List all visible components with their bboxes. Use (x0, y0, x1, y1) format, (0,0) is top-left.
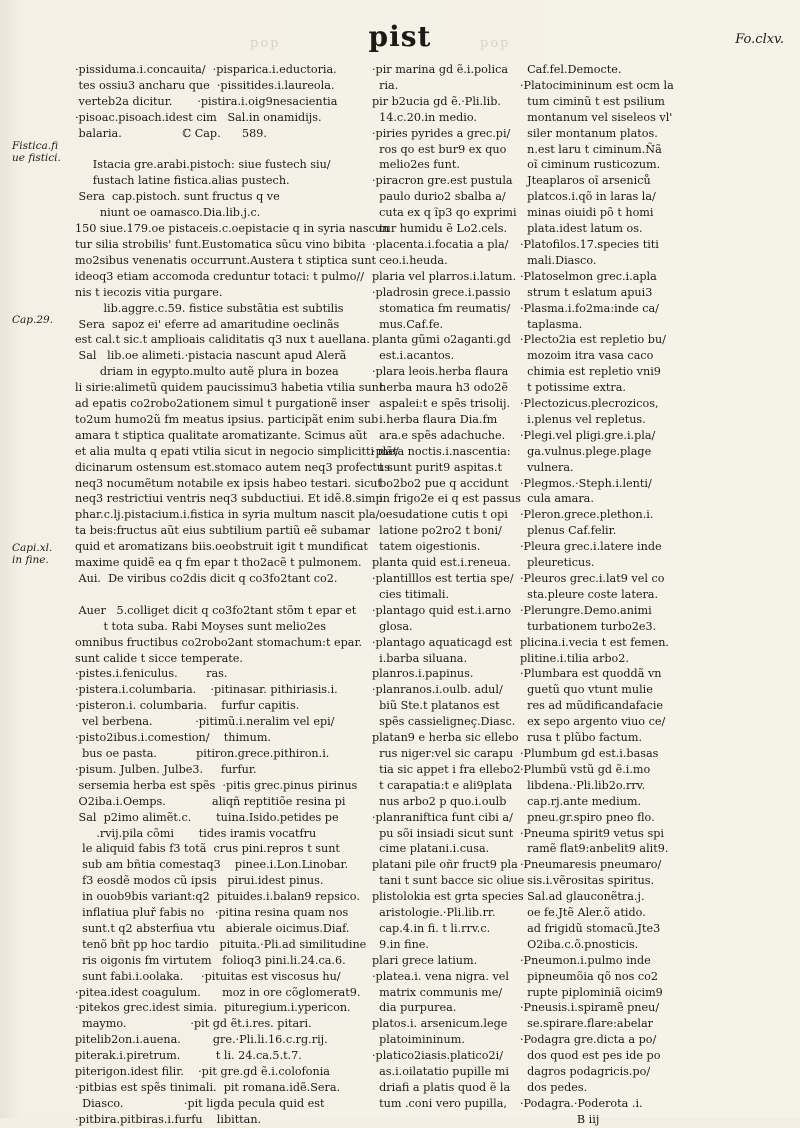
text-line: ·pisoac.pisoach.idest cim Sal.in onamidijs. (75, 110, 322, 124)
text-line: paulo durio2 sbalba a/ (372, 190, 506, 204)
text-line: biũ Ste.t platanos est (372, 699, 500, 713)
text-line: ·Plegi.vel pligi.gre.i.pla/ (520, 428, 656, 442)
text-line: rusa t plũbo factum. (520, 731, 643, 745)
running-head: pist (368, 20, 432, 53)
text-line: in frigo2e ei q est passus (372, 492, 521, 506)
text-line: piterak.i.piretrum. t li. 24.ca.5.t.7. (75, 1049, 302, 1063)
text-line: mo2sibus venenatis occurrunt.Austera t stiptica sunt (75, 253, 377, 267)
text-line: ramẽ flat9:anbelit9 alit9. (520, 842, 669, 856)
text-line: neq3 restrictiui ventris neq3 subductiui. Et idẽ.8.simp. (75, 492, 387, 506)
text-line: tes ossiu3 ancharu que ·pissitides.i.laureola. (75, 78, 335, 92)
text-line: ·Pneumon.i.pulmo inde (520, 953, 651, 967)
text-line: oesudatione cutis t opi (372, 508, 508, 522)
text-line: ga.vulnus.plege.plage (520, 444, 652, 458)
text-line: dagros podagricis.po/ (520, 1065, 651, 1079)
text-line: lib.aggre.c.59. fistice substãtia est subtilis (75, 301, 344, 315)
text-line: minas oiuidi põ t homi (520, 206, 654, 220)
text-line: sis.i.vẽrositas spiritus. (520, 874, 655, 888)
text-line: plata.idest latum os. (520, 222, 643, 236)
text-line: inflatiua pluř fabis no ·pitina resina quam nos (75, 906, 349, 920)
text-column-right (520, 62, 698, 1126)
text-line: ·Pleuros grec.i.lat9 vel co (520, 572, 665, 585)
text-line: est cal.t sic.t amplioais caliditatis q3 nux t auellana. (75, 333, 370, 347)
text-line: maymo. ·pit gd ẽt.i.res. pitari. (75, 1017, 312, 1031)
text-line: balaria. ℂ Cap. 589. (75, 126, 267, 140)
text-line: siler montanum platos. (520, 126, 658, 140)
text-line: verteb2a dicitur. ·pistira.i.oig9nesacientia (75, 94, 338, 108)
text-line: to2um humo2ũ fm meatus ipsius. participãt enim sub (75, 412, 379, 426)
text-line: ara.e spẽs adachuche. (372, 428, 506, 442)
text-line: i.barba siluana. (372, 651, 468, 665)
text-line: mozoim itra vasa caco (520, 349, 654, 363)
text-line: ·plantago aquaticagd est (372, 635, 513, 649)
text-line: tum ciminũ t est psilium (520, 94, 665, 108)
text-line: sunt fabi.i.oolaka. ·pituitas est viscosus hu/ (75, 969, 341, 983)
text-line: strum t eslatum apui3 (520, 285, 653, 299)
text-line: platos.i. arsenicum.lege (372, 1017, 508, 1031)
text-line: sunt.t q2 absterfiua vtu abierale oicimus.Diaf. (75, 921, 350, 935)
text-line: ris oigonis fm virtutem folioq3 pini.li.24.ca.6. (75, 953, 346, 967)
text-line: plistolokia est grta species (372, 890, 524, 904)
text-line: dia purpurea. (372, 1001, 457, 1015)
text-line: cap.4.in fi. t li.rrv.c. (372, 921, 491, 935)
text-line: cula amara. (520, 492, 594, 506)
text-line: pu sõi insiadi sicut sunt (372, 826, 514, 840)
text-line: cies titimali. (372, 587, 450, 601)
text-line: ta beis:fructus aũt eius subtilium partiũ eẽ subamar (75, 524, 371, 538)
text-line: ·pisum. Julben. Julbe3. furfur. (75, 762, 257, 776)
text-line: est.i.acantos. (372, 349, 454, 363)
text-line: montanum vel siseleos vl' (520, 110, 673, 124)
text-line: driafi a platis quod ẽ la (372, 1081, 511, 1094)
text-line: t sunt purit9 aspitas.t (372, 460, 502, 474)
text-line: ·Plerungre.Demo.animi (520, 603, 652, 617)
text-line: sunt calide t sicce temperate. (75, 651, 243, 665)
text-line: ·piries pyrides a grec.pi/ (372, 126, 511, 140)
text-line: pir b2ucia gd ẽ.·Pli.lib. (372, 94, 501, 108)
text-line: piterigon.idest filir. ·pit gre.gd ẽ.i.colofonia (75, 1065, 330, 1079)
text-line: ·Platocimininum est ocm la (520, 78, 674, 92)
text-line: ·piracron gre.est pustula (372, 174, 513, 188)
text-line: Diasco. ·pit ligda pecula quid est (75, 1096, 325, 1110)
text-line: driam in egypto.multo autẽ plura in bozea (75, 365, 339, 379)
text-line: bus oe pasta. pitiron.grece.pithiron.i. (75, 746, 330, 760)
text-line: plitine.i.tilia arbo2. (520, 651, 629, 665)
text-line: rus niger:vel sic carapu (372, 746, 514, 760)
text-line: oe fe.Jtẽ Aler.õ atido. (520, 906, 646, 920)
text-line: plenus Caf.felir. (520, 524, 617, 538)
text-line: ·Plectozicus.plecrozicos, (520, 397, 659, 411)
text-line: in ouob9bis variant:q2 pituides.i.balan9 repsico. (75, 890, 360, 904)
folio-number: Fo.clxv. (735, 32, 784, 47)
text-line: ·plantilllos est tertia spe/ (372, 572, 514, 585)
text-line: ros qo est bur9 ex quo (372, 142, 507, 156)
text-line: sta.pleure coste latera. (520, 587, 659, 601)
text-line: ·placenta.i.focatia a pla/ (372, 237, 509, 251)
text-line: rupte piplominiã oicim9 (520, 985, 663, 999)
text-line: planta quid est.i.reneua. (372, 556, 511, 570)
text-line: aristologie.·Pli.lib.rr. (372, 906, 496, 920)
text-line: pitelib2on.i.auena. gre.·Pli.li.16.c.rg.rij. (75, 1033, 328, 1047)
text-line: 9.in fine. (372, 937, 429, 951)
text-line: B iij (520, 1112, 600, 1126)
text-line: Sera sapoz ei' eferre ad amaritudine oeclinãs (75, 317, 340, 331)
text-line: n.est laru t ciminum.Ñã (520, 142, 662, 156)
text-line: li sirie:alimetũ quidem paucissimu3 habetia vtilia sunt (75, 381, 384, 395)
text-line: ideoq3 etiam accomoda creduntur totaci: t pulmo// (75, 269, 364, 283)
text-line: libdena.·Pli.lib2o.rrv. (520, 778, 646, 792)
text-line: Sal p2imo alimẽt.c. tuina.Isido.petides pe (75, 810, 339, 824)
text-line: platcos.i.qõ in laras la/ (520, 190, 656, 204)
text-line: tur humidu ẽ Lo2.cels. (372, 222, 508, 236)
text-line: vulnera. (520, 460, 574, 474)
text-line: latione po2ro2 t boni/ (372, 524, 502, 538)
text-line: maxime quidẽ ea q fm epar t tho2acẽ t pulmonem. (75, 556, 362, 570)
margin-note-cap29: Cap.29. (12, 314, 54, 326)
text-line: ·Plumbum gd est.i.basas (520, 746, 659, 760)
text-line: dos quod est pes ide po (520, 1049, 661, 1063)
text-line: ·Plumbũ vstũ gd ẽ.i.mo (520, 762, 651, 776)
margin-note-capi-xl: Capi.xl. in fine. (12, 542, 53, 566)
text-line: niunt oe oamasco.Dia.lib.j.c. (75, 206, 261, 220)
text-line: quid et aromatizans biis.oeobstruit igit t mundificat (75, 540, 368, 554)
text-line: fustach latine fistica.alias pustech. (75, 174, 290, 188)
text-line: planta gũmi o2aganti.gd (372, 333, 511, 347)
margin-note-fistica: Fistica.fi ue fistici. (12, 140, 61, 164)
text-line: ·Pneusis.i.spiramẽ pneu/ (520, 1001, 660, 1015)
text-line: plicina.i.vecia t est femen. (520, 635, 669, 649)
text-line: Aui. De viribus co2dis dicit q co3fo2tant co2. (75, 572, 338, 585)
text-line: plari grece latium. (372, 953, 478, 967)
text-line: ·pistera.i.columbaria. ·pitinasar. pithiriasis.i. (75, 683, 338, 697)
show-through-text-left: pop (250, 36, 281, 51)
text-line: turbationem turbo2e3. (520, 619, 657, 633)
text-line: chimia est repletio vni9 (520, 365, 661, 379)
text-line: pneu.gr.spiro pneo flo. (520, 810, 655, 824)
text-line: cime platani.i.cusa. (372, 842, 490, 856)
text-line: ·pitbira.pitbiras.i.furfu libittan. (75, 1112, 262, 1126)
text-line: ad epatis co2robo2ationem simul t purgationẽ inser (75, 397, 370, 411)
text-line: ·Platofilos.17.species titi (520, 237, 659, 251)
text-line: ·Plecto2ia est repletio bu/ (520, 333, 666, 347)
text-line: ·Platoselmon grec.i.apla (520, 269, 657, 283)
text-line: O2iba.i.Oemps. aliqñ reptitiõe resina pi (75, 794, 346, 808)
text-line: pipneumõia qõ nos co2 (520, 969, 659, 983)
text-line: ·Podagra gre.dicta a po/ (520, 1033, 657, 1047)
text-line: ·Pneumaresis pneumaro/ (520, 858, 662, 872)
text-line: Sera cap.pistoch. sunt fructus q ve (75, 190, 280, 204)
text-line: sersemia herba est spẽs ·pitis grec.pinus pirinus (75, 778, 358, 792)
text-line: .rvij.pila cõmi tides iramis vocatfru (75, 826, 317, 840)
text-line: ·plãta noctis.i.nascentia: (372, 444, 511, 458)
text-line: sub am bñtia comestaq3 pinee.i.Lon.Linobar. (75, 858, 349, 872)
text-line: ria. (372, 78, 399, 92)
text-line: ·Pneuma spirit9 vetus spi (520, 826, 664, 840)
text-line: ·Plasma.i.fo2ma:inde ca/ (520, 301, 659, 315)
text-line (75, 587, 365, 603)
text-line: ·plantago quid est.i.arno (372, 603, 511, 617)
text-line: t carapatia:t e ali9plata (372, 778, 513, 792)
text-line: matrix communis me/ (372, 985, 503, 999)
text-line (75, 142, 365, 158)
text-line: Sal.ad glauconẽtra.j. (520, 890, 645, 904)
text-line: cap.rj.ante medium. (520, 794, 642, 808)
text-line: ·pistes.i.feniculus. ras. (75, 667, 228, 681)
text-line: ceo.i.heuda. (372, 253, 448, 267)
text-line: cuta ex q ĩp3 qo exprimi (372, 206, 517, 220)
text-line: ·planranos.i.oulb. adul/ (372, 683, 503, 697)
text-line: spẽs cassieligneç.Diasc. (372, 715, 516, 729)
text-line: oĩ ciminum rusticozum. (520, 158, 661, 172)
text-line: et alia multa q epati vtilia sicut in negocio simplicitti me/ (75, 444, 399, 458)
text-column-middle (372, 62, 525, 1110)
text-line: Istacia gre.arabi.pistoch: siue fustech siu/ (75, 158, 331, 172)
text-line: ·pitea.idest coagulum. moz in ore cõglomerat9. (75, 985, 361, 999)
text-line: Auer 5.colliget dicit q co3fo2tant stõm t epar et (75, 603, 357, 617)
text-line: ·pitbias est spẽs tinimali. pit romana.idẽ.Sera. (75, 1081, 341, 1094)
text-line: ·pitekos grec.idest simia. pituregium.i.ypericon. (75, 1001, 351, 1015)
text-line: tani t sunt bacce sic oliue (372, 874, 525, 888)
text-line: glosa. (372, 619, 413, 633)
text-line: neq3 nocumẽtum notabile ex ipsis habeo testari. sicut (75, 476, 382, 490)
text-line: le aliquid fabis f3 totã crus pini.repros t sunt (75, 842, 340, 856)
text-line: guetũ quo vtunt mulie (520, 683, 653, 697)
text-line: as.i.oilatatio pupille mi (372, 1065, 509, 1079)
text-line: tenõ bñt pp hoc tardio pituita.·Pli.ad similitudine (75, 937, 367, 951)
text-line: ·pir marina gd ẽ.i.polica (372, 63, 509, 76)
text-line: stomatica fm reumatis/ (372, 301, 511, 315)
text-line: tur silia strobilis' funt.Eustomatica sũcu vino bibita (75, 237, 366, 251)
text-line: 14.c.20.in medio. (372, 110, 477, 124)
text-line: i.plenus vel repletus. (520, 412, 646, 426)
text-line: Caf.fel.Democte. (520, 63, 622, 76)
text-line: 150 siue.179.oe pistaceis.c.oepistacie q in syria nascun (75, 222, 390, 236)
text-line: pleureticus. (520, 556, 595, 570)
text-line: res ad mũdificandafacie (520, 699, 664, 713)
text-line: Jteaplaros oĩ arseniců (520, 174, 651, 188)
text-line: aspalei:t e spẽs trisolij. (372, 397, 511, 411)
text-line: platan9 e herba sic ellebo (372, 731, 519, 745)
text-line: nus arbo2 p quo.i.oulb (372, 794, 507, 808)
text-line: i.herba flaura Dia.fm (372, 412, 498, 426)
text-line: planros.i.papinus. (372, 667, 474, 681)
text-line: ·platico2iasis.platico2i/ (372, 1049, 503, 1063)
text-line: se.spirare.flare:abelar (520, 1017, 653, 1031)
show-through-text-right: pop (480, 36, 511, 51)
text-line: ·Plegmos.·Steph.i.lenti/ (520, 476, 652, 490)
text-line: platoimininum. (372, 1033, 465, 1047)
text-line: ad frigidũ stomacũ.Jte3 (520, 921, 661, 935)
text-line: t potissime extra. (520, 381, 626, 395)
text-line: plaria vel plarros.i.latum. (372, 269, 517, 283)
text-line: mali.Diasco. (520, 253, 597, 267)
text-line: herba maura h3 odo2ẽ (372, 381, 508, 395)
text-line: platani pile oñr fruct9 pla (372, 858, 518, 872)
text-line: ex sepo argento viuo ce/ (520, 715, 666, 729)
text-line: tatem oigestionis. (372, 540, 481, 554)
text-line: taplasma. (520, 317, 583, 331)
text-line: f3 eosdẽ modos cũ ipsis pirui.idest pinus. (75, 874, 324, 888)
text-line: tum .coni vero pupilla, (372, 1096, 507, 1110)
text-line: omnibus fructibus co2robo2ant stomachum:t epar. (75, 635, 363, 649)
text-line: nis t iecozis vitia purgare. (75, 285, 223, 299)
text-line: ·Podagra.·Poderota .i. (520, 1096, 643, 1110)
text-line: O2iba.c.õ.pnosticis. (520, 937, 639, 951)
text-line: mus.Caf.fe. (372, 317, 444, 331)
text-line: ·plara leois.herba flaura (372, 365, 509, 379)
text-line: ·pladrosin grece.i.passio (372, 285, 511, 299)
text-line: ·pissiduma.i.concauita/ ·pisparica.i.eductoria. (75, 63, 337, 76)
text-line: Sal lib.oe alimeti.·pistacia nascunt apud Alerã (75, 349, 347, 363)
text-line: phar.c.lj.pistacium.i.fistica in syria multum nascit pla/ (75, 508, 380, 522)
text-line: tia sic appet i fra ellebo2 (372, 762, 521, 776)
text-line: melio2es funt. (372, 158, 460, 172)
text-line: t tota suba. Rabi Moyses sunt melio2es (75, 619, 326, 633)
text-line: amara t stiptica qualitate aromatizante. Scimus aũt (75, 428, 368, 442)
text-line: ·planraniftica funt cibi a/ (372, 810, 513, 824)
text-line: ·Pleura grec.i.latere inde (520, 540, 662, 554)
text-line: dicinarum ostensum est.stomaco autem neq3 profectus (75, 460, 390, 474)
text-line: dos pedes. (520, 1081, 588, 1094)
text-line: ·Plumbara est quoddã vn (520, 667, 662, 681)
text-line: ·pisto2ibus.i.comestion/ thimum. (75, 731, 271, 745)
text-line: vel berbena. ·pitimũ.i.neralim vel epi/ (75, 715, 335, 729)
text-line: ·pisteron.i. columbaria. furfur capitis. (75, 699, 300, 713)
text-line: bo2bo2 pue q accidunt (372, 476, 509, 490)
text-line: ·Pleron.grece.plethon.i. (520, 508, 654, 522)
text-line: ·platea.i. vena nigra. vel (372, 969, 509, 983)
